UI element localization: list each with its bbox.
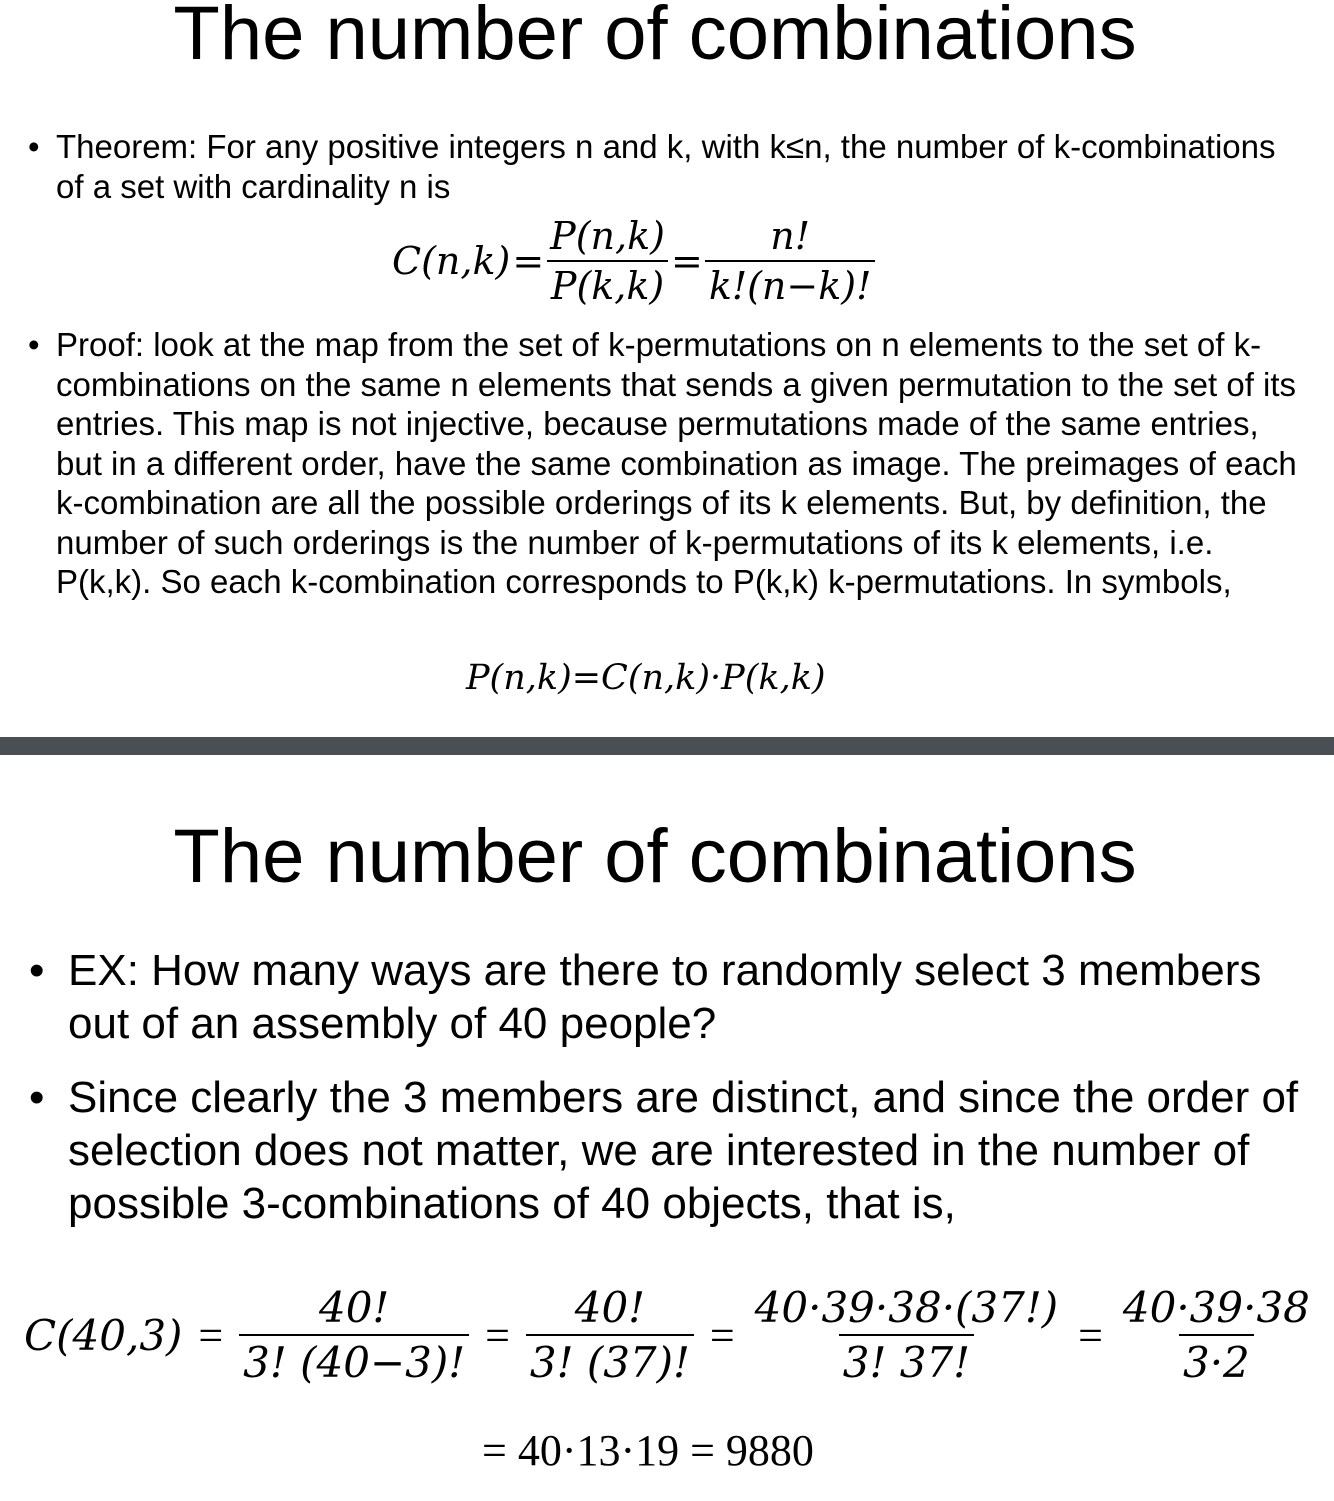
equals-sign: = (512, 239, 545, 283)
slide-2 (0, 755, 1334, 1501)
combination-formula (392, 214, 875, 308)
formula-lhs: C(n,k) (392, 239, 511, 283)
bullet-dot: • (28, 326, 40, 363)
slide-1 (0, 0, 1334, 737)
calculation-row (24, 1283, 1314, 1387)
fraction-numerator: 40·39·38 (1122, 1283, 1310, 1332)
equals-sign: = (198, 1310, 224, 1360)
identity-formula: P(n,k)=C(n,k)·P(k,k) (466, 658, 826, 698)
theorem-text: Theorem: For any positive integers n and k, with k≤n, the number of k-combinations of a set with cardinality n is (56, 128, 1276, 205)
calc-fraction-3 (751, 1283, 1062, 1387)
calc-lhs: C(40,3) (24, 1310, 183, 1360)
equals-sign: = (1078, 1310, 1103, 1360)
formula-fraction-1 (546, 214, 669, 308)
equals-sign: = (709, 1310, 735, 1360)
calc-fraction-4 (1119, 1283, 1314, 1387)
fraction-numerator: P(n,k) (550, 214, 665, 258)
fraction-denominator: 3! 37! (839, 1334, 974, 1387)
reasoning-text: Since clearly the 3 members are distinct, and since the order of selection does not matter, we are interested in the number of possible 3-combinations of 40 objects, that is, (68, 1073, 1299, 1228)
bullet-dot: • (28, 128, 40, 165)
fraction-denominator: 3! (40−3)! (239, 1334, 469, 1387)
fraction-denominator: P(k,k) (547, 260, 668, 308)
fraction-numerator: 40! (574, 1283, 646, 1332)
formula-fraction-2 (705, 214, 876, 308)
calc-fraction-2 (526, 1283, 694, 1387)
equals-sign: = (670, 239, 703, 283)
example-text: EX: How many ways are there to randomly select 3 members out of an assembly of 40 people? (68, 946, 1262, 1048)
bullet-dot: • (29, 1073, 45, 1122)
fraction-numerator: 40! (318, 1283, 390, 1332)
fraction-denominator: 3·2 (1179, 1334, 1254, 1387)
fraction-numerator: n! (770, 214, 810, 258)
slide-2-title: The number of combinations (173, 814, 1137, 899)
proof-text: Proof: look at the map from the set of k-permutations on n elements to the set of k-combinations on the same n elements that sends a given permutation to the set of its entries. This map is not injective, because permutations made of the same entries, but in a different order, have the same combination as image. The preimages of each k-combination are all the possible orderings of its k elements. But, by definition, the number of such orderings is the number of k-permutations of its k elements, i.e. P(k,k). So each k-combination corresponds to P(k,k) k-permutations. In symbols, (56, 326, 1297, 600)
equals-sign: = (485, 1310, 510, 1360)
fraction-denominator: 3! (37)! (526, 1334, 694, 1387)
fraction-denominator: k!(n−k)! (705, 260, 876, 308)
calc-fraction-1 (239, 1283, 469, 1387)
fraction-numerator: 40·39·38·(37!) (754, 1283, 1059, 1332)
bullet-dot: • (29, 946, 45, 995)
slide-divider (0, 737, 1334, 755)
slide-1-title: The number of combinations (173, 0, 1137, 76)
calc-result: = 40·13·19 = 9880 (482, 1426, 814, 1475)
